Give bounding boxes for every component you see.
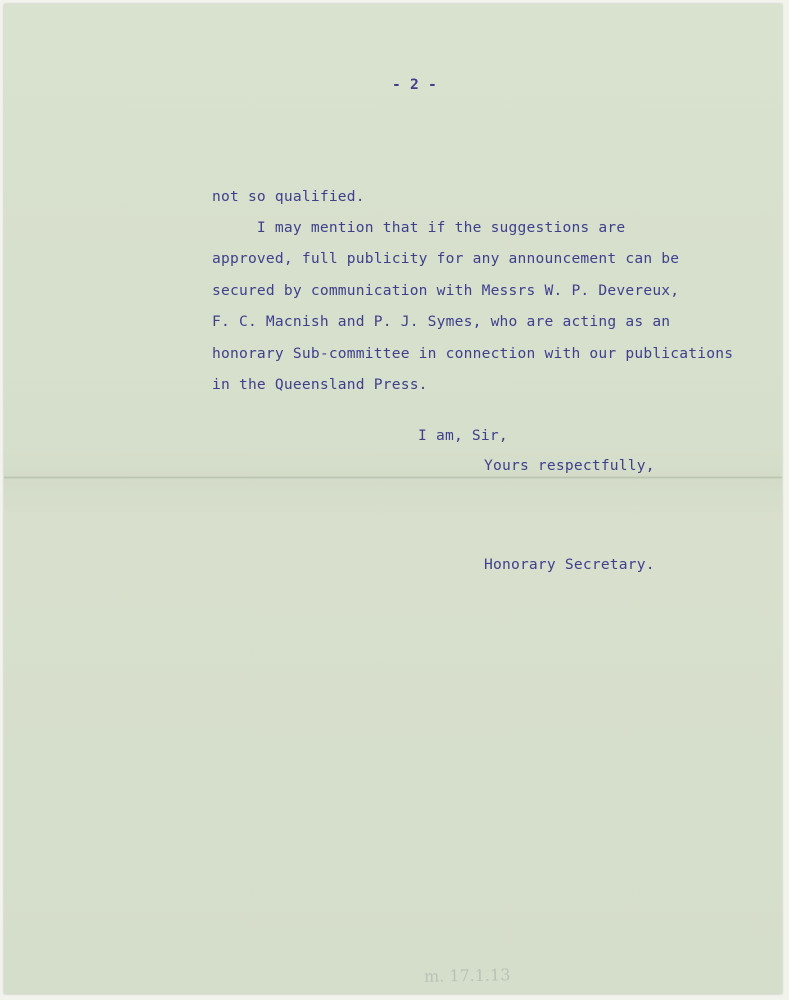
body-line-5: F. C. Macnish and P. J. Symes, who are acting as an	[212, 313, 671, 330]
body-line-4: secured by communication with Messrs W. P. Devereux,	[212, 282, 680, 299]
salutation: I am, Sir,	[418, 427, 508, 444]
body-line-3: approved, full publicity for any announcement can be	[212, 250, 680, 267]
paper-fold	[4, 476, 782, 479]
body-line-7: in the Queensland Press.	[212, 376, 428, 393]
letter-page	[4, 4, 782, 994]
body-line-2: I may mention that if the suggestions are	[212, 219, 626, 236]
page-number: - 2 -	[392, 76, 437, 93]
body-line-6: honorary Sub-committee in connection with our publications	[212, 345, 734, 362]
body-line-1: not so qualified.	[212, 188, 365, 205]
signatory-title: Honorary Secretary.	[484, 556, 655, 573]
pencil-annotation: m. 17.1.13	[423, 965, 511, 986]
complimentary-close: Yours respectfully,	[484, 457, 655, 474]
